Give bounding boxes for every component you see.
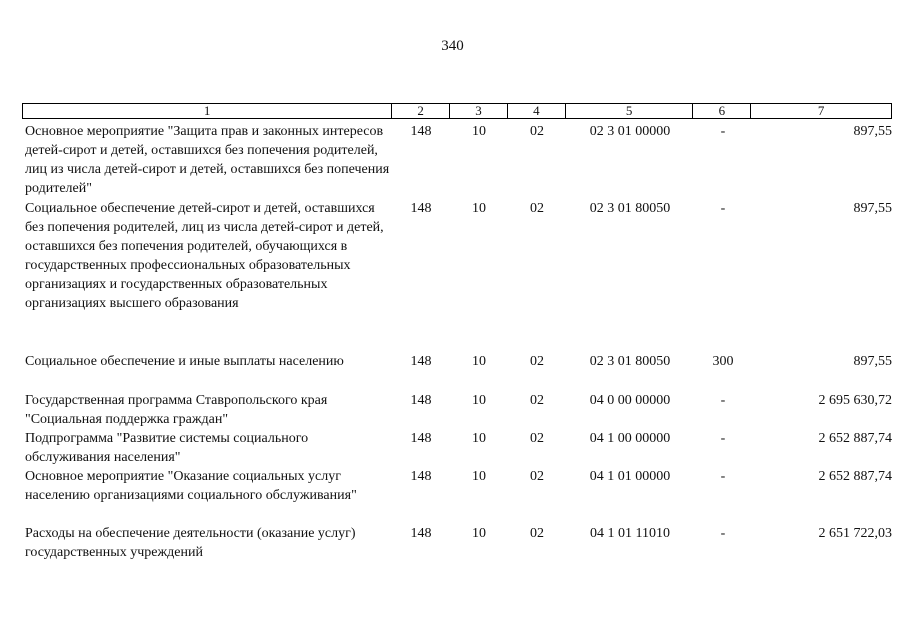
row-subsection: 02 [530, 393, 544, 408]
row-type: - [720, 431, 726, 446]
row-section: 10 [472, 431, 486, 446]
row-target: 02 3 01 00000 [589, 124, 671, 139]
table-row [22, 467, 892, 505]
page-number: 340 [441, 38, 464, 54]
row-ministry: 148 [410, 124, 432, 139]
column-header-1: 1 [23, 104, 392, 118]
table-row [22, 429, 892, 467]
row-target: 02 3 01 80050 [589, 201, 671, 216]
row-target: 04 1 01 00000 [589, 469, 671, 484]
row-name: Социальное обеспечение детей-сирот и детей, оставшихся без попечения родителей, лиц из числа детей-сирот и детей, оставшихся без попечения родителей, обучающихся в государственных профессиональных образовательных организациях и государственных образовательных организациях высшего образования [25, 201, 384, 311]
row-target: 02 3 01 80050 [589, 354, 671, 369]
row-ministry: 148 [410, 469, 432, 484]
row-ministry: 148 [410, 201, 432, 216]
row-ministry: 148 [410, 393, 432, 408]
row-target: 04 1 00 00000 [589, 431, 671, 446]
row-subsection: 02 [530, 469, 544, 484]
row-name: Расходы на обеспечение деятельности (оказание услуг) государственных учреждений [25, 526, 356, 560]
row-subsection: 02 [530, 526, 544, 541]
row-ministry: 148 [410, 431, 432, 446]
column-header-7: 7 [817, 103, 825, 118]
row-amount: 897,55 [853, 354, 892, 369]
table-row [22, 352, 892, 371]
row-type: - [720, 124, 726, 139]
row-target: 04 1 01 11010 [590, 526, 670, 541]
table-row [22, 391, 892, 429]
row-type: - [720, 201, 726, 216]
row-amount: 897,55 [853, 124, 892, 139]
column-header-4: 4 [508, 104, 566, 118]
row-name: Основное мероприятие "Оказание социальных услуг населению организациями социального обслуживания" [25, 469, 357, 503]
row-ministry: 148 [410, 354, 432, 369]
row-type: - [720, 526, 726, 541]
row-amount: 2 652 887,74 [818, 469, 892, 484]
table-row [22, 199, 892, 313]
row-name: Основное мероприятие "Защита прав и законных интересов детей-сирот и детей, оставшихся без попечения родителей, лиц из числа детей-сирот и детей, оставшихся без попечения родителей" [25, 124, 390, 196]
row-subsection: 02 [530, 124, 544, 139]
row-amount: 2 695 630,72 [818, 393, 892, 408]
row-amount: 897,55 [853, 201, 892, 216]
row-ministry: 148 [410, 526, 432, 541]
row-target: 04 0 00 00000 [589, 393, 671, 408]
column-header-3: 3 [450, 104, 508, 118]
row-section: 10 [472, 393, 486, 408]
row-section: 10 [472, 354, 486, 369]
row-amount: 2 652 887,74 [818, 431, 892, 446]
row-section: 10 [472, 526, 486, 541]
row-name: Подпрограмма "Развитие системы социального обслуживания населения" [25, 431, 309, 465]
column-header-5: 5 [566, 104, 694, 118]
row-section: 10 [472, 124, 486, 139]
row-amount: 2 651 722,03 [818, 526, 892, 541]
row-subsection: 02 [530, 354, 544, 369]
row-section: 10 [472, 201, 486, 216]
column-header-2: 2 [392, 104, 450, 118]
row-section: 10 [472, 469, 486, 484]
row-name: Государственная программа Ставропольского края "Социальная поддержка граждан" [25, 393, 328, 427]
row-type: - [720, 469, 726, 484]
row-type: 300 [712, 354, 734, 369]
table-row [22, 524, 892, 562]
column-header-6: 6 [693, 104, 751, 118]
row-type: - [720, 393, 726, 408]
table-header-row [22, 103, 892, 119]
table-row [22, 122, 892, 198]
row-subsection: 02 [530, 431, 544, 446]
row-name: Социальное обеспечение и иные выплаты населению [25, 354, 344, 369]
row-subsection: 02 [530, 201, 544, 216]
